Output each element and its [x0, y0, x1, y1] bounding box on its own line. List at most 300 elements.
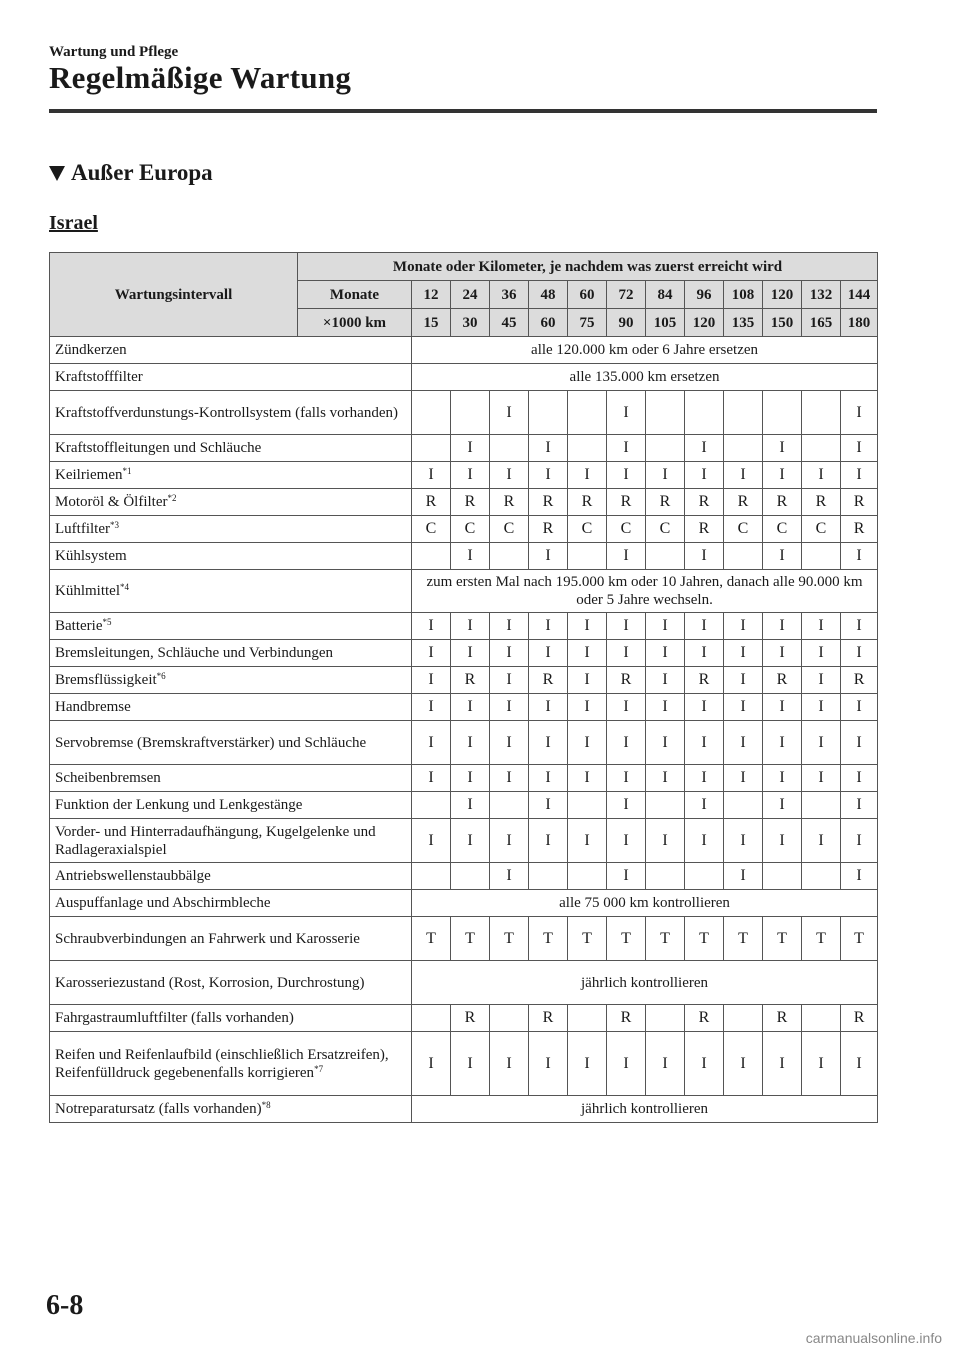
maintenance-mark: I — [607, 819, 646, 863]
row-name — [50, 1005, 412, 1032]
maintenance-mark: R — [841, 667, 878, 694]
maintenance-mark: I — [685, 721, 724, 765]
maintenance-mark: I — [841, 613, 878, 640]
maintenance-mark: I — [685, 613, 724, 640]
maintenance-mark — [412, 1005, 451, 1032]
maintenance-mark — [802, 792, 841, 819]
maintenance-mark: R — [646, 489, 685, 516]
section-label: Wartung und Pflege — [49, 44, 179, 60]
maintenance-mark: I — [724, 863, 763, 890]
maintenance-mark: R — [685, 1005, 724, 1032]
maintenance-mark: T — [646, 917, 685, 961]
maintenance-mark: I — [802, 667, 841, 694]
maintenance-mark: I — [412, 819, 451, 863]
maintenance-mark — [763, 863, 802, 890]
row-name — [50, 391, 412, 435]
table-row — [50, 1032, 878, 1096]
maintenance-mark: I — [724, 819, 763, 863]
maintenance-mark: C — [763, 516, 802, 543]
maintenance-mark: I — [646, 667, 685, 694]
row-name-text: Funktion der Lenkung und Lenkgestänge — [55, 797, 303, 813]
maintenance-mark: T — [841, 917, 878, 961]
footnote-ref: *1 — [122, 466, 132, 476]
maintenance-mark: I — [802, 765, 841, 792]
km-header: 180 — [841, 309, 878, 337]
table-row — [50, 337, 878, 364]
maintenance-mark: T — [685, 917, 724, 961]
interval-header: Wartungsintervall — [50, 253, 298, 337]
maintenance-mark: I — [451, 543, 490, 570]
maintenance-mark: I — [490, 1032, 529, 1096]
maintenance-mark: I — [607, 543, 646, 570]
table-row — [50, 890, 878, 917]
maintenance-mark — [763, 391, 802, 435]
table-row — [50, 1005, 878, 1032]
maintenance-mark: R — [529, 516, 568, 543]
maintenance-mark: T — [763, 917, 802, 961]
maintenance-mark: C — [724, 516, 763, 543]
row-name-text: Vorder- und Hinterradaufhängung, Kugelgelenke und Radlageraxialspiel — [55, 823, 376, 858]
month-header: 48 — [529, 281, 568, 309]
row-name — [50, 364, 412, 391]
maintenance-mark: T — [529, 917, 568, 961]
maintenance-mark: I — [568, 765, 607, 792]
maintenance-mark: I — [490, 640, 529, 667]
maintenance-mark: T — [568, 917, 607, 961]
maintenance-mark: I — [841, 543, 878, 570]
km-header: 75 — [568, 309, 607, 337]
maintenance-mark: I — [529, 792, 568, 819]
footnote-ref: *3 — [109, 520, 119, 530]
maintenance-mark — [724, 435, 763, 462]
row-name-text: Schraubverbindungen an Fahrwerk und Karosserie — [55, 930, 360, 947]
maintenance-mark: T — [490, 917, 529, 961]
maintenance-mark: I — [724, 667, 763, 694]
maintenance-mark — [568, 792, 607, 819]
row-name-text: Keilriemen — [55, 467, 123, 483]
maintenance-mark — [724, 391, 763, 435]
row-name-text: Batterie — [55, 618, 103, 634]
row-name-text: Kraftstofffilter — [55, 369, 143, 385]
maintenance-mark — [568, 863, 607, 890]
maintenance-mark: R — [763, 1005, 802, 1032]
maintenance-mark: C — [607, 516, 646, 543]
maintenance-mark: I — [841, 694, 878, 721]
row-name — [50, 489, 412, 516]
row-name — [50, 543, 412, 570]
row-name-text: Auspuffanlage und Abschirmbleche — [55, 895, 271, 911]
maintenance-mark: T — [607, 917, 646, 961]
maintenance-mark — [412, 391, 451, 435]
row-name-text: Kühlsystem — [55, 548, 127, 564]
maintenance-mark — [529, 391, 568, 435]
maintenance-mark: C — [646, 516, 685, 543]
maintenance-mark: I — [724, 613, 763, 640]
maintenance-mark: I — [607, 435, 646, 462]
maintenance-mark: R — [529, 667, 568, 694]
maintenance-mark — [451, 391, 490, 435]
maintenance-mark: I — [802, 819, 841, 863]
maintenance-mark: I — [763, 613, 802, 640]
footnote-ref: *7 — [314, 1063, 324, 1074]
maintenance-mark — [568, 435, 607, 462]
maintenance-mark — [490, 543, 529, 570]
maintenance-mark: T — [451, 917, 490, 961]
maintenance-mark — [724, 792, 763, 819]
maintenance-mark — [412, 792, 451, 819]
maintenance-mark — [490, 1005, 529, 1032]
month-header: 108 — [724, 281, 763, 309]
maintenance-mark: I — [529, 694, 568, 721]
maintenance-mark — [490, 435, 529, 462]
maintenance-mark: I — [724, 1032, 763, 1096]
maintenance-mark: I — [763, 721, 802, 765]
table-row — [50, 694, 878, 721]
row-span-text: jährlich kontrollieren — [412, 961, 878, 1005]
month-header: 96 — [685, 281, 724, 309]
maintenance-mark: I — [451, 694, 490, 721]
maintenance-mark: I — [646, 765, 685, 792]
maintenance-mark: I — [529, 765, 568, 792]
months-label: Monate — [298, 281, 412, 309]
row-name-text: Bremsflüssigkeit — [55, 672, 157, 688]
maintenance-mark: I — [490, 667, 529, 694]
maintenance-mark: I — [763, 819, 802, 863]
section-heading — [49, 160, 213, 186]
maintenance-mark: I — [490, 694, 529, 721]
maintenance-mark: I — [685, 792, 724, 819]
row-name — [50, 1032, 412, 1096]
maintenance-mark — [646, 792, 685, 819]
row-name-text: Handbremse — [55, 699, 131, 715]
maintenance-mark — [412, 543, 451, 570]
maintenance-mark: I — [724, 640, 763, 667]
table-row — [50, 462, 878, 489]
table-row — [50, 792, 878, 819]
triangle-down-icon — [49, 166, 65, 181]
maintenance-mark: I — [412, 462, 451, 489]
maintenance-mark: I — [685, 765, 724, 792]
maintenance-mark: I — [607, 765, 646, 792]
maintenance-mark: I — [841, 863, 878, 890]
table-row — [50, 765, 878, 792]
row-span-text: alle 75 000 km kontrollieren — [412, 890, 878, 917]
maintenance-mark: I — [802, 1032, 841, 1096]
maintenance-mark: I — [802, 640, 841, 667]
row-name — [50, 819, 412, 863]
km-header: 45 — [490, 309, 529, 337]
maintenance-mark: I — [841, 792, 878, 819]
maintenance-mark — [802, 543, 841, 570]
maintenance-mark: I — [724, 462, 763, 489]
maintenance-mark: T — [724, 917, 763, 961]
maintenance-mark: I — [451, 792, 490, 819]
maintenance-mark: R — [529, 489, 568, 516]
footnote-ref: *5 — [102, 617, 112, 627]
maintenance-mark: I — [685, 543, 724, 570]
maintenance-mark: I — [646, 613, 685, 640]
maintenance-mark: I — [568, 613, 607, 640]
row-name — [50, 863, 412, 890]
span-header: Monate oder Kilometer, je nachdem was zuerst erreicht wird — [298, 253, 878, 281]
maintenance-mark: I — [607, 863, 646, 890]
maintenance-mark: I — [685, 1032, 724, 1096]
maintenance-mark: I — [529, 1032, 568, 1096]
maintenance-mark: R — [451, 489, 490, 516]
row-name — [50, 792, 412, 819]
maintenance-mark — [412, 863, 451, 890]
maintenance-mark — [568, 543, 607, 570]
row-name — [50, 765, 412, 792]
maintenance-mark: I — [607, 462, 646, 489]
maintenance-mark: R — [763, 489, 802, 516]
maintenance-mark: I — [763, 765, 802, 792]
row-name — [50, 694, 412, 721]
maintenance-mark: I — [841, 721, 878, 765]
maintenance-mark — [490, 792, 529, 819]
table-row — [50, 489, 878, 516]
maintenance-mark — [685, 863, 724, 890]
maintenance-mark: I — [841, 640, 878, 667]
maintenance-mark: I — [568, 819, 607, 863]
maintenance-mark: I — [451, 640, 490, 667]
maintenance-mark: I — [724, 721, 763, 765]
maintenance-mark: R — [568, 489, 607, 516]
footnote-ref: *4 — [120, 582, 129, 592]
maintenance-mark: I — [451, 462, 490, 489]
row-name-text: Kühlmittel — [55, 583, 120, 599]
maintenance-mark: I — [607, 640, 646, 667]
maintenance-mark: I — [763, 543, 802, 570]
maintenance-mark: I — [763, 640, 802, 667]
maintenance-mark — [646, 435, 685, 462]
maintenance-mark: R — [412, 489, 451, 516]
row-name — [50, 570, 412, 613]
maintenance-mark — [802, 863, 841, 890]
maintenance-mark: I — [841, 819, 878, 863]
maintenance-mark: I — [607, 1032, 646, 1096]
maintenance-mark — [802, 1005, 841, 1032]
table-row — [50, 819, 878, 863]
row-name — [50, 1096, 412, 1123]
maintenance-mark — [646, 863, 685, 890]
row-name-text: Fahrgastraumluftfilter (falls vorhanden) — [55, 1010, 294, 1026]
table-row — [50, 435, 878, 462]
row-name — [50, 516, 412, 543]
maintenance-mark: I — [646, 1032, 685, 1096]
maintenance-mark: I — [724, 694, 763, 721]
maintenance-mark: I — [490, 462, 529, 489]
maintenance-mark — [568, 1005, 607, 1032]
maintenance-mark — [412, 435, 451, 462]
page-number: 6-8 — [46, 1290, 84, 1321]
maintenance-mark: R — [685, 516, 724, 543]
maintenance-mark: I — [646, 819, 685, 863]
maintenance-mark: I — [646, 640, 685, 667]
maintenance-mark — [646, 391, 685, 435]
row-name-text: Scheibenbremsen — [55, 770, 161, 786]
maintenance-mark: R — [841, 489, 878, 516]
maintenance-mark: I — [841, 765, 878, 792]
table-row — [50, 1096, 878, 1123]
km-header: 60 — [529, 309, 568, 337]
month-header: 24 — [451, 281, 490, 309]
maintenance-mark: T — [412, 917, 451, 961]
maintenance-mark: R — [841, 1005, 878, 1032]
maintenance-mark: R — [451, 667, 490, 694]
maintenance-mark — [451, 863, 490, 890]
maintenance-mark: I — [451, 1032, 490, 1096]
maintenance-mark — [724, 543, 763, 570]
maintenance-mark: I — [529, 721, 568, 765]
maintenance-mark: C — [451, 516, 490, 543]
table-row — [50, 543, 878, 570]
maintenance-mark — [802, 435, 841, 462]
table-row — [50, 667, 878, 694]
month-header: 120 — [763, 281, 802, 309]
maintenance-mark: I — [451, 721, 490, 765]
maintenance-mark: I — [451, 435, 490, 462]
maintenance-mark: I — [490, 721, 529, 765]
row-name — [50, 667, 412, 694]
maintenance-mark: I — [607, 694, 646, 721]
maintenance-mark: I — [607, 613, 646, 640]
maintenance-mark: I — [763, 694, 802, 721]
maintenance-mark: R — [451, 1005, 490, 1032]
maintenance-mark: R — [607, 667, 646, 694]
maintenance-mark: I — [490, 863, 529, 890]
maintenance-mark: I — [802, 613, 841, 640]
maintenance-mark: I — [490, 613, 529, 640]
row-name-text: Notreparatursatz (falls vorhanden) — [55, 1101, 262, 1117]
row-name-text: Bremsleitungen, Schläuche und Verbindungen — [55, 645, 333, 661]
maintenance-mark: I — [568, 462, 607, 489]
maintenance-mark: I — [412, 667, 451, 694]
maintenance-mark: C — [802, 516, 841, 543]
row-name — [50, 435, 412, 462]
maintenance-mark: I — [802, 694, 841, 721]
month-header: 84 — [646, 281, 685, 309]
maintenance-mark: I — [646, 462, 685, 489]
maintenance-mark: I — [841, 391, 878, 435]
km-header: 150 — [763, 309, 802, 337]
month-header: 60 — [568, 281, 607, 309]
maintenance-table — [49, 252, 878, 1123]
table-row — [50, 613, 878, 640]
maintenance-mark: I — [763, 462, 802, 489]
maintenance-mark: R — [841, 516, 878, 543]
table-row — [50, 516, 878, 543]
month-header: 72 — [607, 281, 646, 309]
maintenance-mark: I — [412, 640, 451, 667]
maintenance-mark: I — [685, 462, 724, 489]
maintenance-mark: I — [802, 721, 841, 765]
row-name-text: Luftfilter — [55, 521, 110, 537]
maintenance-mark: R — [724, 489, 763, 516]
maintenance-mark: I — [412, 1032, 451, 1096]
maintenance-mark: I — [568, 694, 607, 721]
footnote-ref: *8 — [261, 1100, 271, 1110]
row-name — [50, 613, 412, 640]
row-span-text: jährlich kontrollieren — [412, 1096, 878, 1123]
maintenance-mark: I — [451, 765, 490, 792]
month-header: 36 — [490, 281, 529, 309]
maintenance-mark: R — [763, 667, 802, 694]
row-name-text: Motoröl & Ölfilter — [55, 494, 168, 510]
maintenance-mark: I — [529, 543, 568, 570]
month-header: 12 — [412, 281, 451, 309]
table-row — [50, 391, 878, 435]
maintenance-mark: I — [685, 640, 724, 667]
maintenance-mark: I — [763, 1032, 802, 1096]
row-span-text: alle 135.000 km ersetzen — [412, 364, 878, 391]
row-name — [50, 890, 412, 917]
maintenance-mark: I — [412, 721, 451, 765]
maintenance-mark: I — [802, 462, 841, 489]
maintenance-mark — [646, 1005, 685, 1032]
maintenance-mark — [568, 391, 607, 435]
subheading: Israel — [49, 212, 98, 234]
row-name-text: Karosseriezustand (Rost, Korrosion, Durchrostung) — [55, 974, 365, 991]
table-row — [50, 917, 878, 961]
maintenance-mark: R — [607, 489, 646, 516]
maintenance-mark: I — [607, 721, 646, 765]
maintenance-mark: I — [529, 462, 568, 489]
maintenance-mark — [802, 391, 841, 435]
maintenance-mark: I — [529, 613, 568, 640]
row-name-text: Servobremse (Bremskraftverstärker) und Schläuche — [55, 734, 367, 751]
maintenance-mark: R — [490, 489, 529, 516]
row-name-text: Reifen und Reifenlaufbild (einschließlich Ersatzreifen), Reifenfülldruck gegebenenfalls korrigieren — [55, 1046, 389, 1081]
section-heading-text: Außer Europa — [71, 160, 213, 185]
footnote-ref: *6 — [156, 671, 166, 681]
footnote-ref: *2 — [167, 493, 177, 503]
maintenance-mark: I — [646, 694, 685, 721]
maintenance-mark: I — [685, 435, 724, 462]
maintenance-mark: I — [646, 721, 685, 765]
row-name-text: Antriebswellenstaubbälge — [55, 868, 211, 884]
km-header: 15 — [412, 309, 451, 337]
maintenance-mark: I — [685, 819, 724, 863]
maintenance-mark — [724, 1005, 763, 1032]
maintenance-mark: T — [802, 917, 841, 961]
row-name — [50, 640, 412, 667]
row-name — [50, 917, 412, 961]
row-name-text: Zündkerzen — [55, 342, 127, 358]
maintenance-mark: R — [802, 489, 841, 516]
maintenance-mark: C — [568, 516, 607, 543]
table-row — [50, 364, 878, 391]
table-row — [50, 961, 878, 1005]
maintenance-mark — [646, 543, 685, 570]
row-span-text: zum ersten Mal nach 195.000 km oder 10 Jahren, danach alle 90.000 km oder 5 Jahre wechseln. — [412, 570, 878, 613]
maintenance-mark: I — [568, 640, 607, 667]
row-name — [50, 462, 412, 489]
maintenance-mark: R — [685, 667, 724, 694]
month-header: 144 — [841, 281, 878, 309]
km-header: 90 — [607, 309, 646, 337]
km-header: 135 — [724, 309, 763, 337]
maintenance-mark: I — [568, 667, 607, 694]
month-header: 132 — [802, 281, 841, 309]
maintenance-mark: I — [412, 613, 451, 640]
maintenance-mark: I — [763, 435, 802, 462]
maintenance-mark: I — [412, 694, 451, 721]
watermark: carmanualsonline.info — [805, 1330, 942, 1346]
row-name — [50, 961, 412, 1005]
row-name-text: Kraftstoffverdunstungs-Kontrollsystem (falls vorhanden) — [55, 404, 398, 421]
row-name — [50, 721, 412, 765]
